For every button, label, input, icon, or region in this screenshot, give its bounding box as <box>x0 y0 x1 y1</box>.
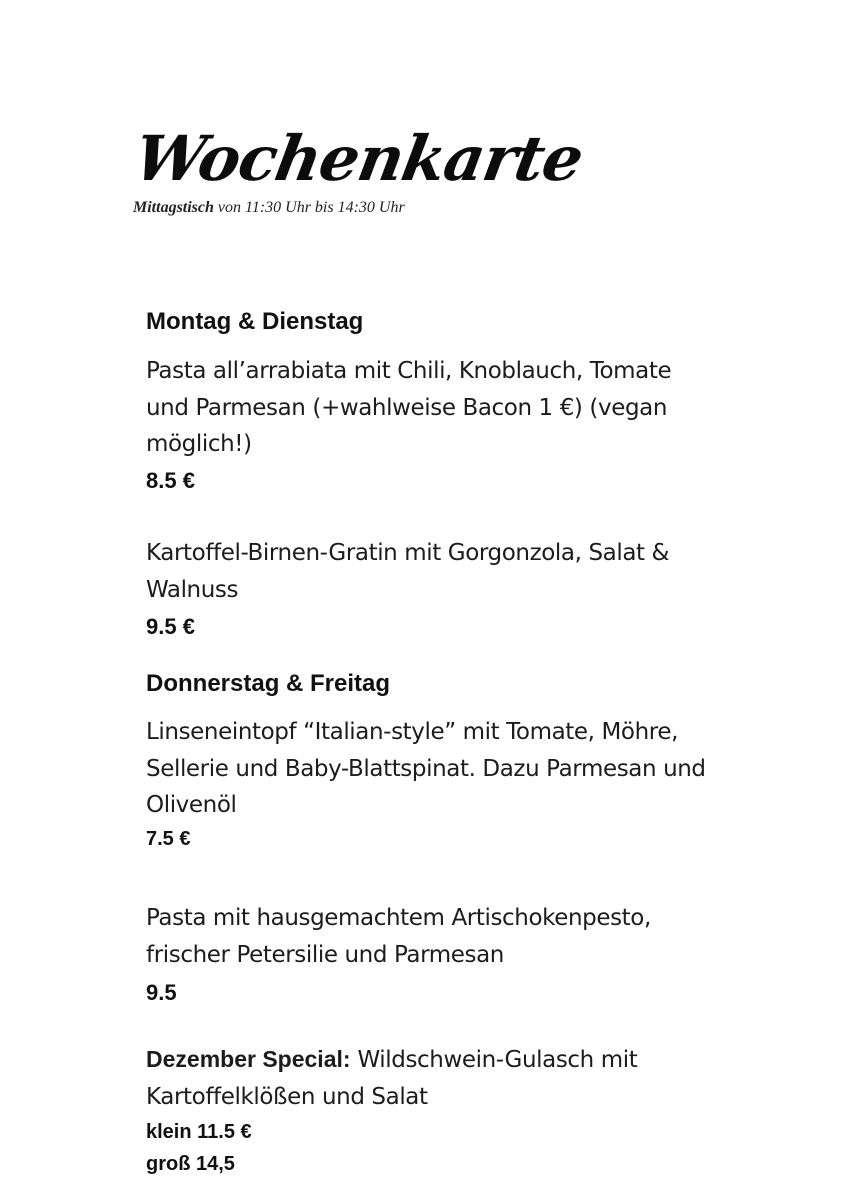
section-heading-monday-tuesday: Montag & Dienstag <box>146 308 364 335</box>
menu-item-price: 7.5 € <box>146 828 191 850</box>
opening-hours-label: Mittagstisch <box>133 199 214 216</box>
special-price-small: klein 11.5 € <box>146 1121 252 1143</box>
menu-item-description: Linseneintopf “Italian-style” mit Tomate, Möhre, Sellerie und Baby-Blattspinat. Dazu Parmesan und Olivenöl <box>146 719 706 818</box>
special-description: Wildschwein-Gulasch mit Kartoffelklößen und Salat <box>146 1047 638 1110</box>
special-offer <box>146 1041 706 1115</box>
menu-item-description: Kartoffel-Birnen-Gratin mit Gorgonzola, Salat & Walnuss <box>146 540 670 603</box>
menu-item-price: 9.5 <box>146 980 177 1005</box>
menu-item-price: 9.5 € <box>146 614 195 639</box>
menu-item-price: 8.5 € <box>146 468 195 493</box>
opening-hours <box>133 199 405 217</box>
page-title: Wochenkarte <box>129 121 589 195</box>
section-heading-thursday-friday: Donnerstag & Freitag <box>146 670 391 697</box>
special-label: Dezember Special: <box>146 1046 351 1072</box>
menu-item-description: Pasta all’arrabiata mit Chili, Knoblauch, Tomate und Parmesan (+wahlweise Bacon 1 €) (vegan möglich!) <box>146 358 672 457</box>
menu-item-description: Pasta mit hausgemachtem Artischokenpesto, frischer Petersilie und Parmesan <box>146 905 651 968</box>
opening-hours-time: von 11:30 Uhr bis 14:30 Uhr <box>213 199 405 216</box>
special-price-large: groß 14,5 <box>146 1153 235 1175</box>
